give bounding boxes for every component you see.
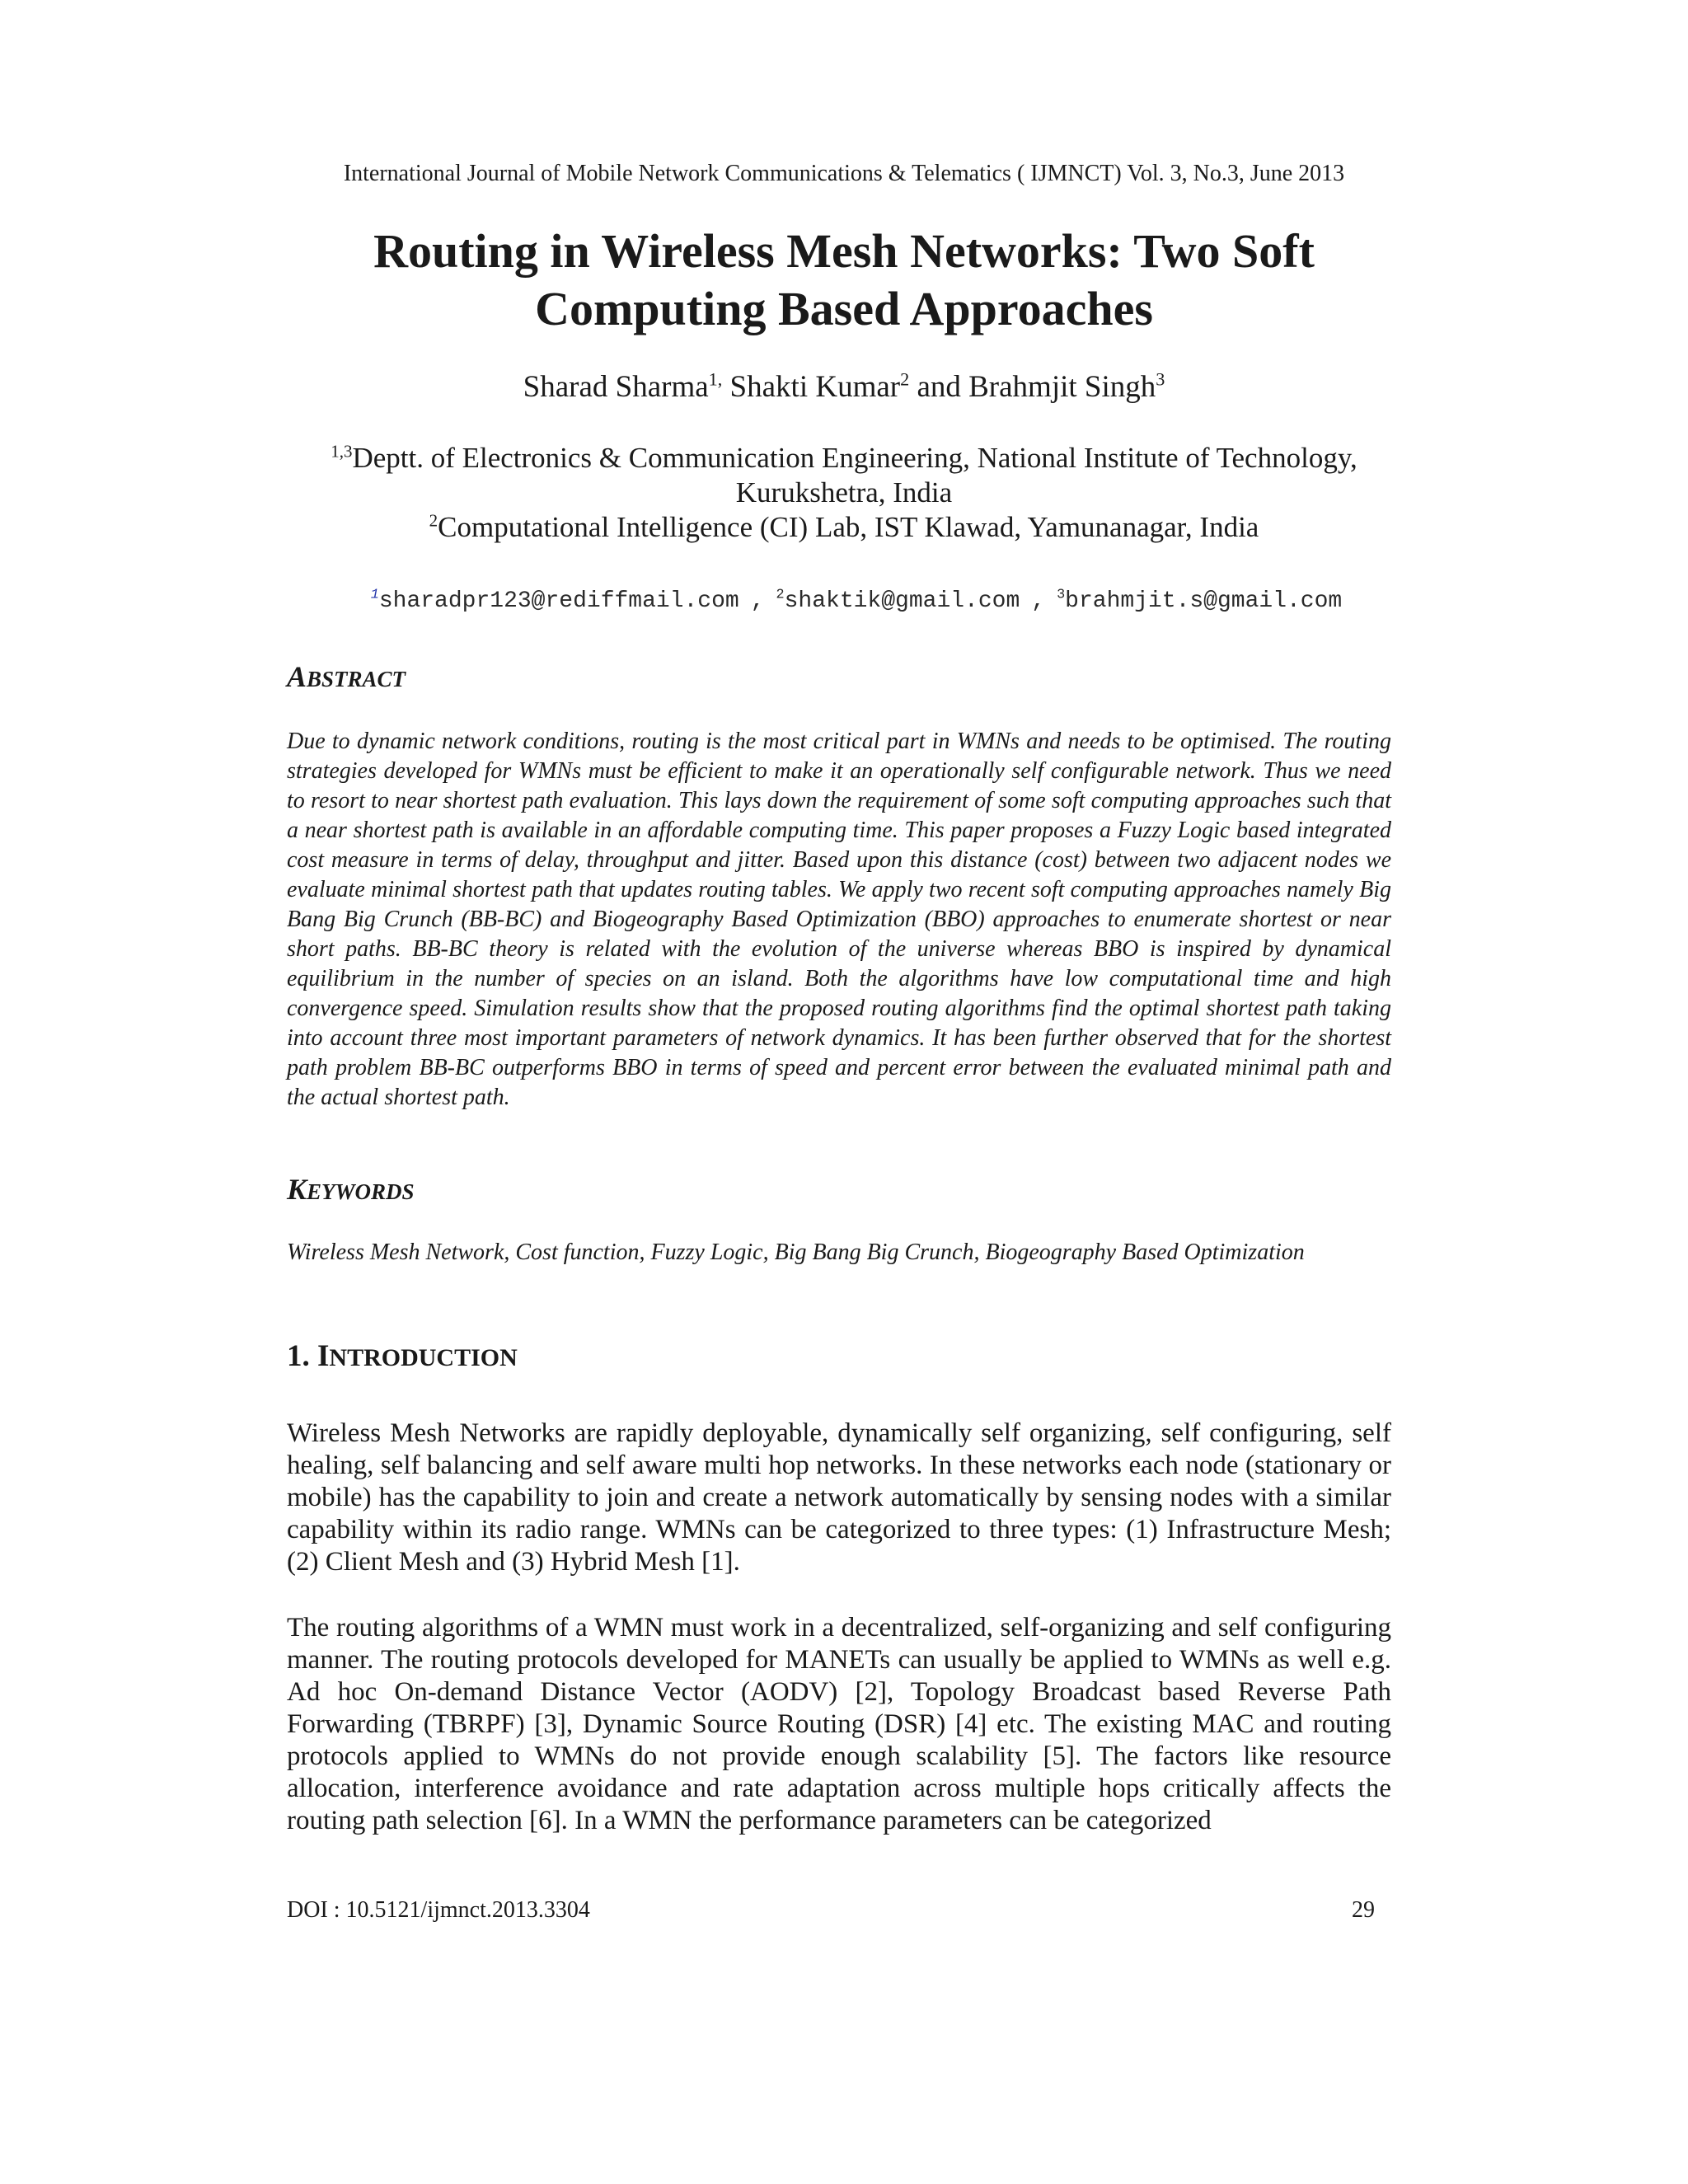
email-2-sup: 2 [776,587,785,603]
email-2[interactable]: shaktik@gmail.com [784,588,1020,614]
paper-title [165,223,1523,338]
introduction-heading: 1. INTRODUCTION [287,1339,518,1373]
email-3-sup: 3 [1057,587,1066,603]
author-2-sup: 2 [900,368,910,390]
author-1: Sharad Sharma [523,370,709,404]
author-1-sup: 1, [708,368,723,390]
keywords-heading: KEYWORDS [287,1173,415,1206]
email-3[interactable]: brahmjit.s@gmail.com [1065,588,1343,614]
affiliation-1-sup: 1,3 [331,441,353,462]
journal-header: International Journal of Mobile Network Communications & Telematics ( IJMNCT) Vol. 3, No.3, June 2013 [343,161,1345,186]
page-number: 29 [1352,1897,1375,1923]
affiliation-1-line-1: Deptt. of Electronics & Communication Engineering, National Institute of Technology, [352,442,1357,474]
author-3: and Brahmjit Singh [909,370,1156,404]
affiliation-2-sup: 2 [429,510,438,531]
keywords-body: Wireless Mesh Network, Cost function, Fuzzy Logic, Big Bang Big Crunch, Biogeography Based Optimization [287,1240,1305,1265]
affiliation-2-line: Computational Intelligence (CI) Lab, IST Klawad, Yamunanagar, India [438,511,1259,543]
introduction-paragraph-1: Wireless Mesh Networks are rapidly deployable, dynamically self organizing, self configuring, self healing, self balancing and self aware multi hop networks. In these networks each node (stationary or mobile) has the capability to join and create a network automatically by sensing nodes with a similar capability within its radio range. WMNs can be categorized to three types: (1) Infrastructure Mesh; (2) Client Mesh and (3) Hybrid Mesh [1]. [287,1418,1391,1577]
affiliation-1 [247,441,1441,476]
affiliations [247,441,1441,545]
abstract-heading: ABSTRACT [287,660,406,693]
introduction-paragraph-2: The routing algorithms of a WMN must work in a decentralized, self-organizing and self configuring manner. The routing protocols developed for MANETs can usually be applied to WMNs as well e.g. Ad hoc On-demand Distance Vector (AODV) [2], Topology Broadcast based Reverse Path Forwarding (TBRPF) [3], Dynamic Source Routing (DSR) [4] etc. The existing MAC and routing protocols applied to WMNs do not provide enough scalability [5]. The factors like resource allocation, interference avoidance and rate adaptation across multiple hops critically affects the routing path selection [6]. In a WMN the performance parameters can be categorized [287,1613,1391,1835]
doi-footer: DOI : 10.5121/ijmnct.2013.3304 [287,1897,590,1923]
author-list [0,369,1688,405]
email-separator: , [1031,588,1046,614]
affiliation-2 [247,510,1441,545]
author-emails [0,588,1688,614]
affiliation-1-line-2: Kurukshetra, India [735,476,953,509]
email-1-sup: 1 [370,587,379,603]
title-line-2: Computing Based Approaches [535,282,1153,335]
author-2: Shakti Kumar [722,370,901,404]
author-3-sup: 3 [1156,368,1165,390]
email-1[interactable]: sharadpr123@rediffmail.com [378,588,739,614]
email-separator: , [750,588,765,614]
title-line-1: Routing in Wireless Mesh Networks: Two Soft [373,224,1315,278]
abstract-body: Due to dynamic network conditions, routing is the most critical part in WMNs and needs to be optimised. The routing strategies developed for WMNs must be efficient to make it an operationally self configurable network. Thus we need to resort to near shortest path evaluation. This lays down the requirement of some soft computing approaches such that a near shortest path is available in an affordable computing time. This paper proposes a Fuzzy Logic based integrated cost measure in terms of delay, throughput and jitter. Based upon this distance (cost) between two adjacent nodes we evaluate minimal shortest path that updates routing tables. We apply two recent soft computing approaches namely Big Bang Big Crunch (BB-BC) and Biogeography Based Optimization (BBO) approaches to enumerate shortest or near short paths. BB-BC theory is related with the evolution of the universe whereas BBO is inspired by dynamical equilibrium in the number of species on an island. Both the algorithms have low computational time and high convergence speed. Simulation results show that the proposed routing algorithms find the optimal shortest path taking into account three most important parameters of network dynamics. It has been further observed that for the shortest path problem BB-BC outperforms BBO in terms of speed and percent error between the evaluated minimal path and the actual shortest path. [287,729,1391,1110]
